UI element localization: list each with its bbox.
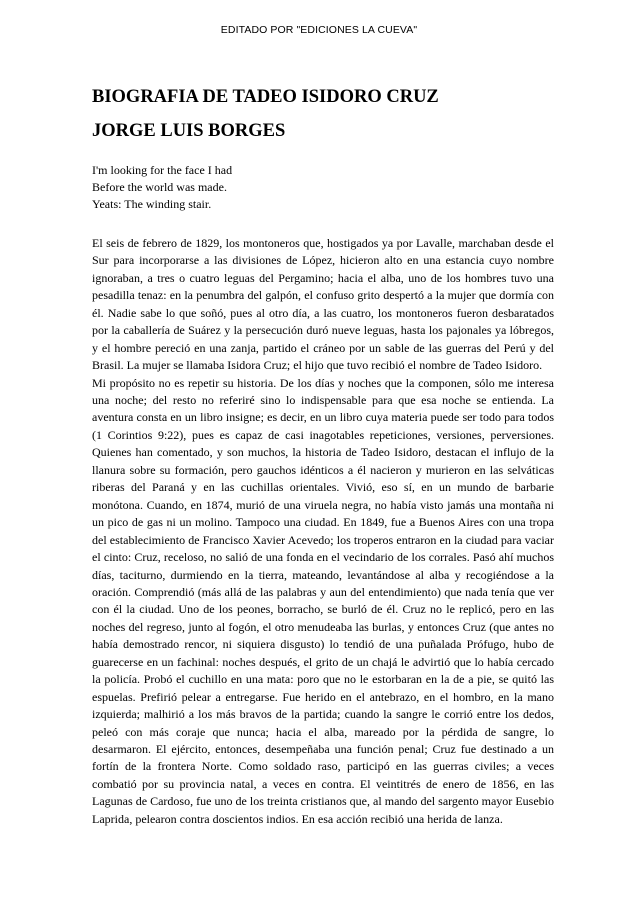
epigraph (92, 162, 554, 212)
document-body (92, 86, 554, 828)
document-author: JORGE LUIS BORGES (92, 121, 286, 141)
paragraph: El seis de febrero de 1829, los montoneros que, hostigados ya por Lavalle, marchaban desde el Sur para incorporarse a las divisiones de López, hicieron alto en una estancia cuyo nombre ignoraban, a tres o cuatro leguas del Pergamino; hacia el alba, uno de los hombres tuvo una pesadilla tenaz: en la penumbra del galpón, el confuso grito despertó a la mujer que dormía con él. Nadie sabe lo que soñó, pues al otro día, a las cuatro, los montoneros fueron desbaratados por la caballería de Suárez y la persecución duró nueve leguas, hasta los pajonales ya lóbregos, y el hombre pereció en una zanja, partido el cráneo por un sable de las guerras del Perú y del Brasil. La mujer se llamaba Isidora Cruz; el hijo que tuvo recibió el nombre de Tadeo Isidoro. (92, 235, 554, 373)
epigraph-line: I'm looking for the face I had (92, 163, 233, 177)
paragraph: Mi propósito no es repetir su historia. De los días y noches que la componen, sólo me interesa una noche; del resto no referiré sino lo indispensable para que esa noche se entienda. La aventura consta en un libro insigne; es decir, en un libro cuya materia puede ser todo para todos (1 Corintios 9:22), pues es capaz de casi inagotables repeticiones, versiones, perversiones. Quienes han comentado, y son muchos, la historia de Tadeo Isidoro, destacan el influjo de la llanura sobre su formación, pero gauchos idénticos a él nacieron y murieron en las selváticas riberas del Paraná y en las cuchillas orientales. Vivió, eso sí, en un mundo de barbarie monótona. Cuando, en 1874, murió de una viruela negra, no había visto jamás una montaña ni un pico de gas ni un molino. Tampoco una ciudad. En 1849, fue a Buenos Aires con una tropa del establecimiento de Francisco Xavier Acevedo; los troperos entraron en la ciudad para vaciar el cinto: Cruz, receloso, no salió de una fonda en el vecindario de los corrales. Pasó ahí muchos días, taciturno, durmiendo en la tierra, mateando, levantándose al alba y recogiéndose a la oración. Comprendió (más allá de las palabras y aun del entendimiento) que nada tenía que ver con él la ciudad. Uno de los peones, borracho, se burló de él. Cruz no le replicó, pero en las noches del regreso, junto al fogón, el otro menudeaba las burlas, y entonces Cruz (que antes no había demostrado rencor, ni siquiera disgusto) lo tendió de una puñalada Prófugo, hubo de guarecerse en un fachinal: noches después, el grito de un chajá le advirtió que lo había cercado la policía. Probó el cuchillo en una mata: poro que no le estorbaran en la de a pie, se quitó las espuelas. Prefirió pelear a entregarse. Fue herido en el antebrazo, en el hombro, en la mano izquierda; malhirió a los más bravos de la partida; cuando la sangre le corrió entre los dedos, peleó con más coraje que nunca; hacia el alba, mareado por la pérdida de sangre, lo desarmaron. El ejército, entonces, desempeñaba una función penal; Cruz fue destinado a un fortín de la frontera Norte. Como soldado raso, participó en las guerras civiles; a veces combatió por su provincia natal, a veces en contra. El veintitrés de enero de 1856, en las Lagunas de Cardoso, fue uno de los treinta cristianos que, al mando del sargento mayor Eusebio Laprida, pelearon contra doscientos indios. En esa acción recibió una herida de lanza. (92, 375, 554, 826)
publisher-header: EDITADO POR "EDICIONES LA CUEVA" (220, 24, 418, 36)
epigraph-line: Before the world was made. (92, 179, 227, 194)
epigraph-attribution: Yeats: The winding stair. (92, 196, 212, 211)
document-title: BIOGRAFIA DE TADEO ISIDORO CRUZ (92, 87, 439, 107)
main-text (92, 235, 554, 828)
